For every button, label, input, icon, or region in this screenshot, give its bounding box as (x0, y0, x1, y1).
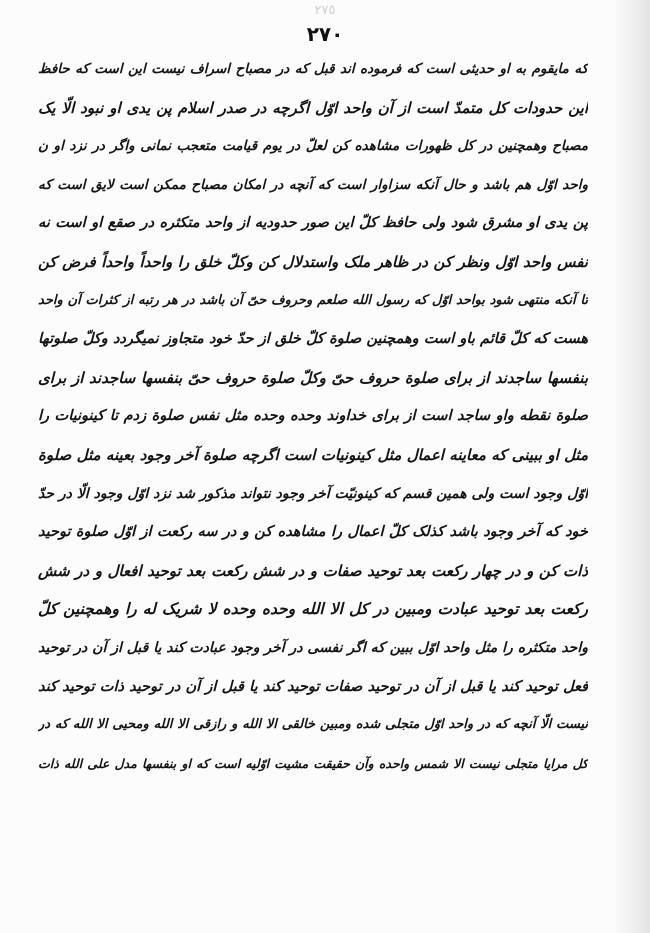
text-line: واحد متکثره را مثل واحد اوّل ببین که اگر نفسی در آخر وجود عبادت کند یا قبل از آن در توحید (38, 639, 588, 656)
text-line: پن یدی او مشرق شود ولی حافظ کلّ این صور حدودیه از واحد متکثره در صقع او است نه (38, 215, 588, 232)
text-line: کل مرایا متجلی نیست الا شمس واحده وآن حقیقت مشیت اوّلیه است که او بنفسها مدل علی الله ذات (38, 755, 588, 771)
text-line: نیست الّا آنچه که در واحد اوّل متجلی شده ومبین خالقی الا الله و رازقی الا الله ومحیی الا الله که در (38, 717, 588, 733)
text-line: فعل توحید کند یا قبل از آن در توحید صفات توحید کند یا قبل از آن در توحید ذات توحید کند (38, 678, 588, 695)
text-line: نفس واحد اوّل ونظر کن در ظاهر ملک واستدلال کن وکلّ خلق را واحداً واحداً فرض کن (38, 252, 588, 271)
text-line: مثل او ببینی که معاینه اعمال مثل کینونیات است اگرچه صلوة آخر وجود بعینه مثل صلوة (38, 445, 588, 464)
text-line: هست که کلّ قائم باو است وهمچنین صلوة کلّ خلق از حدّ خود متجاوز نمیگردد وکلّ صلوتها (38, 331, 588, 348)
text-line: تا آنکه منتهی شود بواحد اوّل که رسول الله صلعم وحروف حیّ آن باشد در هر رتبه از کثرات آن واحد (38, 292, 588, 308)
text-line: مصباح وهمچنین در کل ظهورات مشاهده کن لعلّ در یوم قیامت متعجب نمانی واگر در نزد او ن (38, 138, 588, 155)
manuscript-text-block (38, 50, 588, 783)
text-line: واحد اوّل هم باشد و حال آنکه سزاوار است که آنچه در امکان مصباح ممکن است لایق است که (38, 176, 588, 193)
text-line: ذات کن و در چهار رکعت بعد توحید صفات و در شش رکعت بعد توحید افعال و در شش (38, 561, 588, 580)
text-line: رکعت بعد توحید عبادت ومبین در کل الا الله وحده وحده لا شریک له را وهمچنین کلّ (38, 600, 588, 619)
text-line: بنفسها ساجدند از برای صلوة حروف حیّ وکلّ صلوة حروف حیّ بنفسها ساجدند از برای (38, 368, 588, 387)
faint-show-through-number: ٢٧٥ (314, 3, 336, 18)
text-line: که مایقوم به او حدیثی است که فرموده اند قبل که در مصباح اسراف نیست این است که حافظ (38, 61, 588, 77)
text-line: صلوة نقطه واو ساجد است از برای خداوند وحده وحده مثل نفس صلوة زدم تا کینونیات را (38, 408, 588, 425)
page-edge-shadow (616, 0, 650, 933)
text-line: خود که آخر وجود باشد کذلک کلّ اعمال را مشاهده کن و در سه رکعت از اوّل صلوة توحید (38, 524, 588, 541)
text-line: اوّل وجود است ولی همین قسم که کینونیّت آخر وجود نتواند مذکور شد نزد اوّل وجود الّا در حدّ (38, 485, 588, 502)
page-number: ٢٧٠ (306, 22, 344, 46)
text-line: این حدودات کل متمدّ است از آن واحد اوّل اگرچه در صدر اسلام پن یدی او نبود الّا یک (38, 98, 588, 117)
